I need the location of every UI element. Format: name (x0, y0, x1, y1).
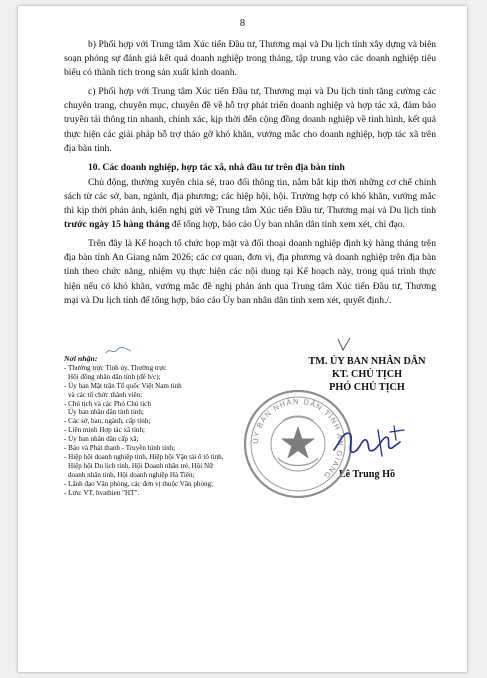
signature-line-1: TM. ỦY BAN NHÂN DÂN (308, 356, 426, 367)
page-number: 8 (239, 18, 246, 29)
recipient-item: - Liên minh Hợp tác xã tỉnh; (64, 426, 145, 435)
recipient-item: - Ủy ban nhân dân cấp xã; (64, 435, 139, 444)
recipients-block (64, 355, 254, 498)
paragraph-closing: Trên đây là Kế hoạch tổ chức họp mặt và đối thoại doanh nghiệp định kỳ hàng tháng trên địa bàn tỉnh An Giang năm 2026; các cơ quan, đơn vị, địa phương và doanh nghiệp trên địa bàn tỉnh theo chức năng, nhiệm vụ thực hiện các nội dung tại Kế hoạch này, trong quá trình thực hiện nếu có khó khăn, vướng mắc đề nghị phản ánh qua Trung tâm Xúc tiến Đầu tư, Thương mại và Du lịch tỉnh để tổng hợp, báo cáo Ủy ban nhân dân tỉnh xem xét, quyết định./. (64, 238, 436, 306)
recipient-item: - Báo và Phát thanh - Truyền hình tỉnh; (64, 444, 176, 453)
recipient-item: - Hiệp hội doanh nghiệp tỉnh, Hiệp hội Vận tải ô tô tỉnh, (64, 452, 224, 461)
recipient-item: - Thường trực Tỉnh ủy, Thường trực (64, 363, 167, 372)
recipient-item: Hội đồng nhân dân tỉnh (để b/c); (68, 372, 161, 381)
seal-text: ỦY BAN NHÂN DÂN TỈNH AN GIANG (250, 396, 346, 481)
recipient-item: doanh nhân tỉnh, Hội doanh nghiệp Hà Tiên; (68, 470, 195, 479)
recipient-item: và các tổ chức thành viên; (68, 390, 143, 399)
recipients-title: Nơi nhận: (64, 354, 98, 363)
paragraph-10-text-2: để tổng hợp, báo cáo Ủy ban nhân dân tỉnh xem xét, chỉ đạo. (169, 219, 405, 231)
initial-mark (104, 344, 134, 358)
signature-line-3: PHÓ CHỦ TỊCH (329, 382, 405, 394)
paragraph-c: c) Phối hợp với Trung tâm Xúc tiến Đầu tư, Thương mại và Du lịch tỉnh tăng cường các chuyên trang, chuyên mục, chuyên đề về hỗ trợ phát triển doanh nghiệp và hợp tác xã, đảm bảo truyền tải thông tin nhanh, chính xác, kịp thời đến cộng đồng doanh nghiệp về tình hình, kết quả thực hiện các giải pháp hỗ trợ tháo gỡ khó khăn, vướng mắc cho doanh nghiệp, hợp tác xã trên địa bàn tỉnh. (64, 86, 436, 154)
section-heading-10: 10. Các doanh nghiệp, hợp tác xã, nhà đầu tư trên địa bàn tỉnh (88, 161, 345, 173)
recipients-list (64, 364, 254, 498)
recipient-item: Ủy ban nhân dân tỉnh tỉnh; (68, 408, 144, 417)
document-body (64, 38, 436, 313)
recipient-item: - Lưu: VT, hvathien "HT". (64, 488, 140, 497)
paragraph-10-text-1: Chủ động, thường xuyên chia sẻ, trao đổi thông tin, nắm bắt kịp thời những cơ chế chính sách từ các sở, ban, ngành, địa phương; các hiệp hội, hội. Trường hợp có khó khăn, vướng mắc thì kịp thời phản ánh, kiến nghị gửi về Trung tâm Xúc tiến Đầu tư, Thương mại và Du lịch tỉnh (64, 176, 436, 217)
recipient-item: - Chủ tịch và các Phó Chủ tịch (64, 399, 151, 408)
recipient-item: - Các sở, ban, ngành, cấp tỉnh; (64, 417, 151, 426)
recipient-item: - Ủy ban Mặt trận Tổ quốc Việt Nam tỉnh (64, 381, 182, 390)
signer-name: Lê Trung Hồ (338, 469, 396, 480)
recipient-item: - Lãnh đạo Văn phòng, các đơn vị thuộc Văn phòng; (64, 479, 214, 488)
paragraph-10-deadline: trước ngày 15 hàng tháng (64, 219, 170, 231)
paragraph-10 (64, 176, 436, 232)
recipient-item: Hiệp hội Du lịch tỉnh, Hội Doanh nhân trẻ, Hội Nữ (68, 461, 213, 470)
signature-line-2: KT. CHỦ TỊCH (331, 369, 403, 381)
signature-tick-mark (336, 336, 352, 354)
paragraph-b: b) Phối hợp với Trung tâm Xúc tiến Đầu tư, Thương mại và Du lịch tỉnh xây dựng và biên soạn phóng sự đánh giá kết quả doanh nghiệp trong tháng, tập trung vào các doanh nghiệp tiêu biểu có thành tích trong sản xuất kinh doanh. (64, 39, 436, 79)
handwritten-signature (330, 420, 410, 464)
